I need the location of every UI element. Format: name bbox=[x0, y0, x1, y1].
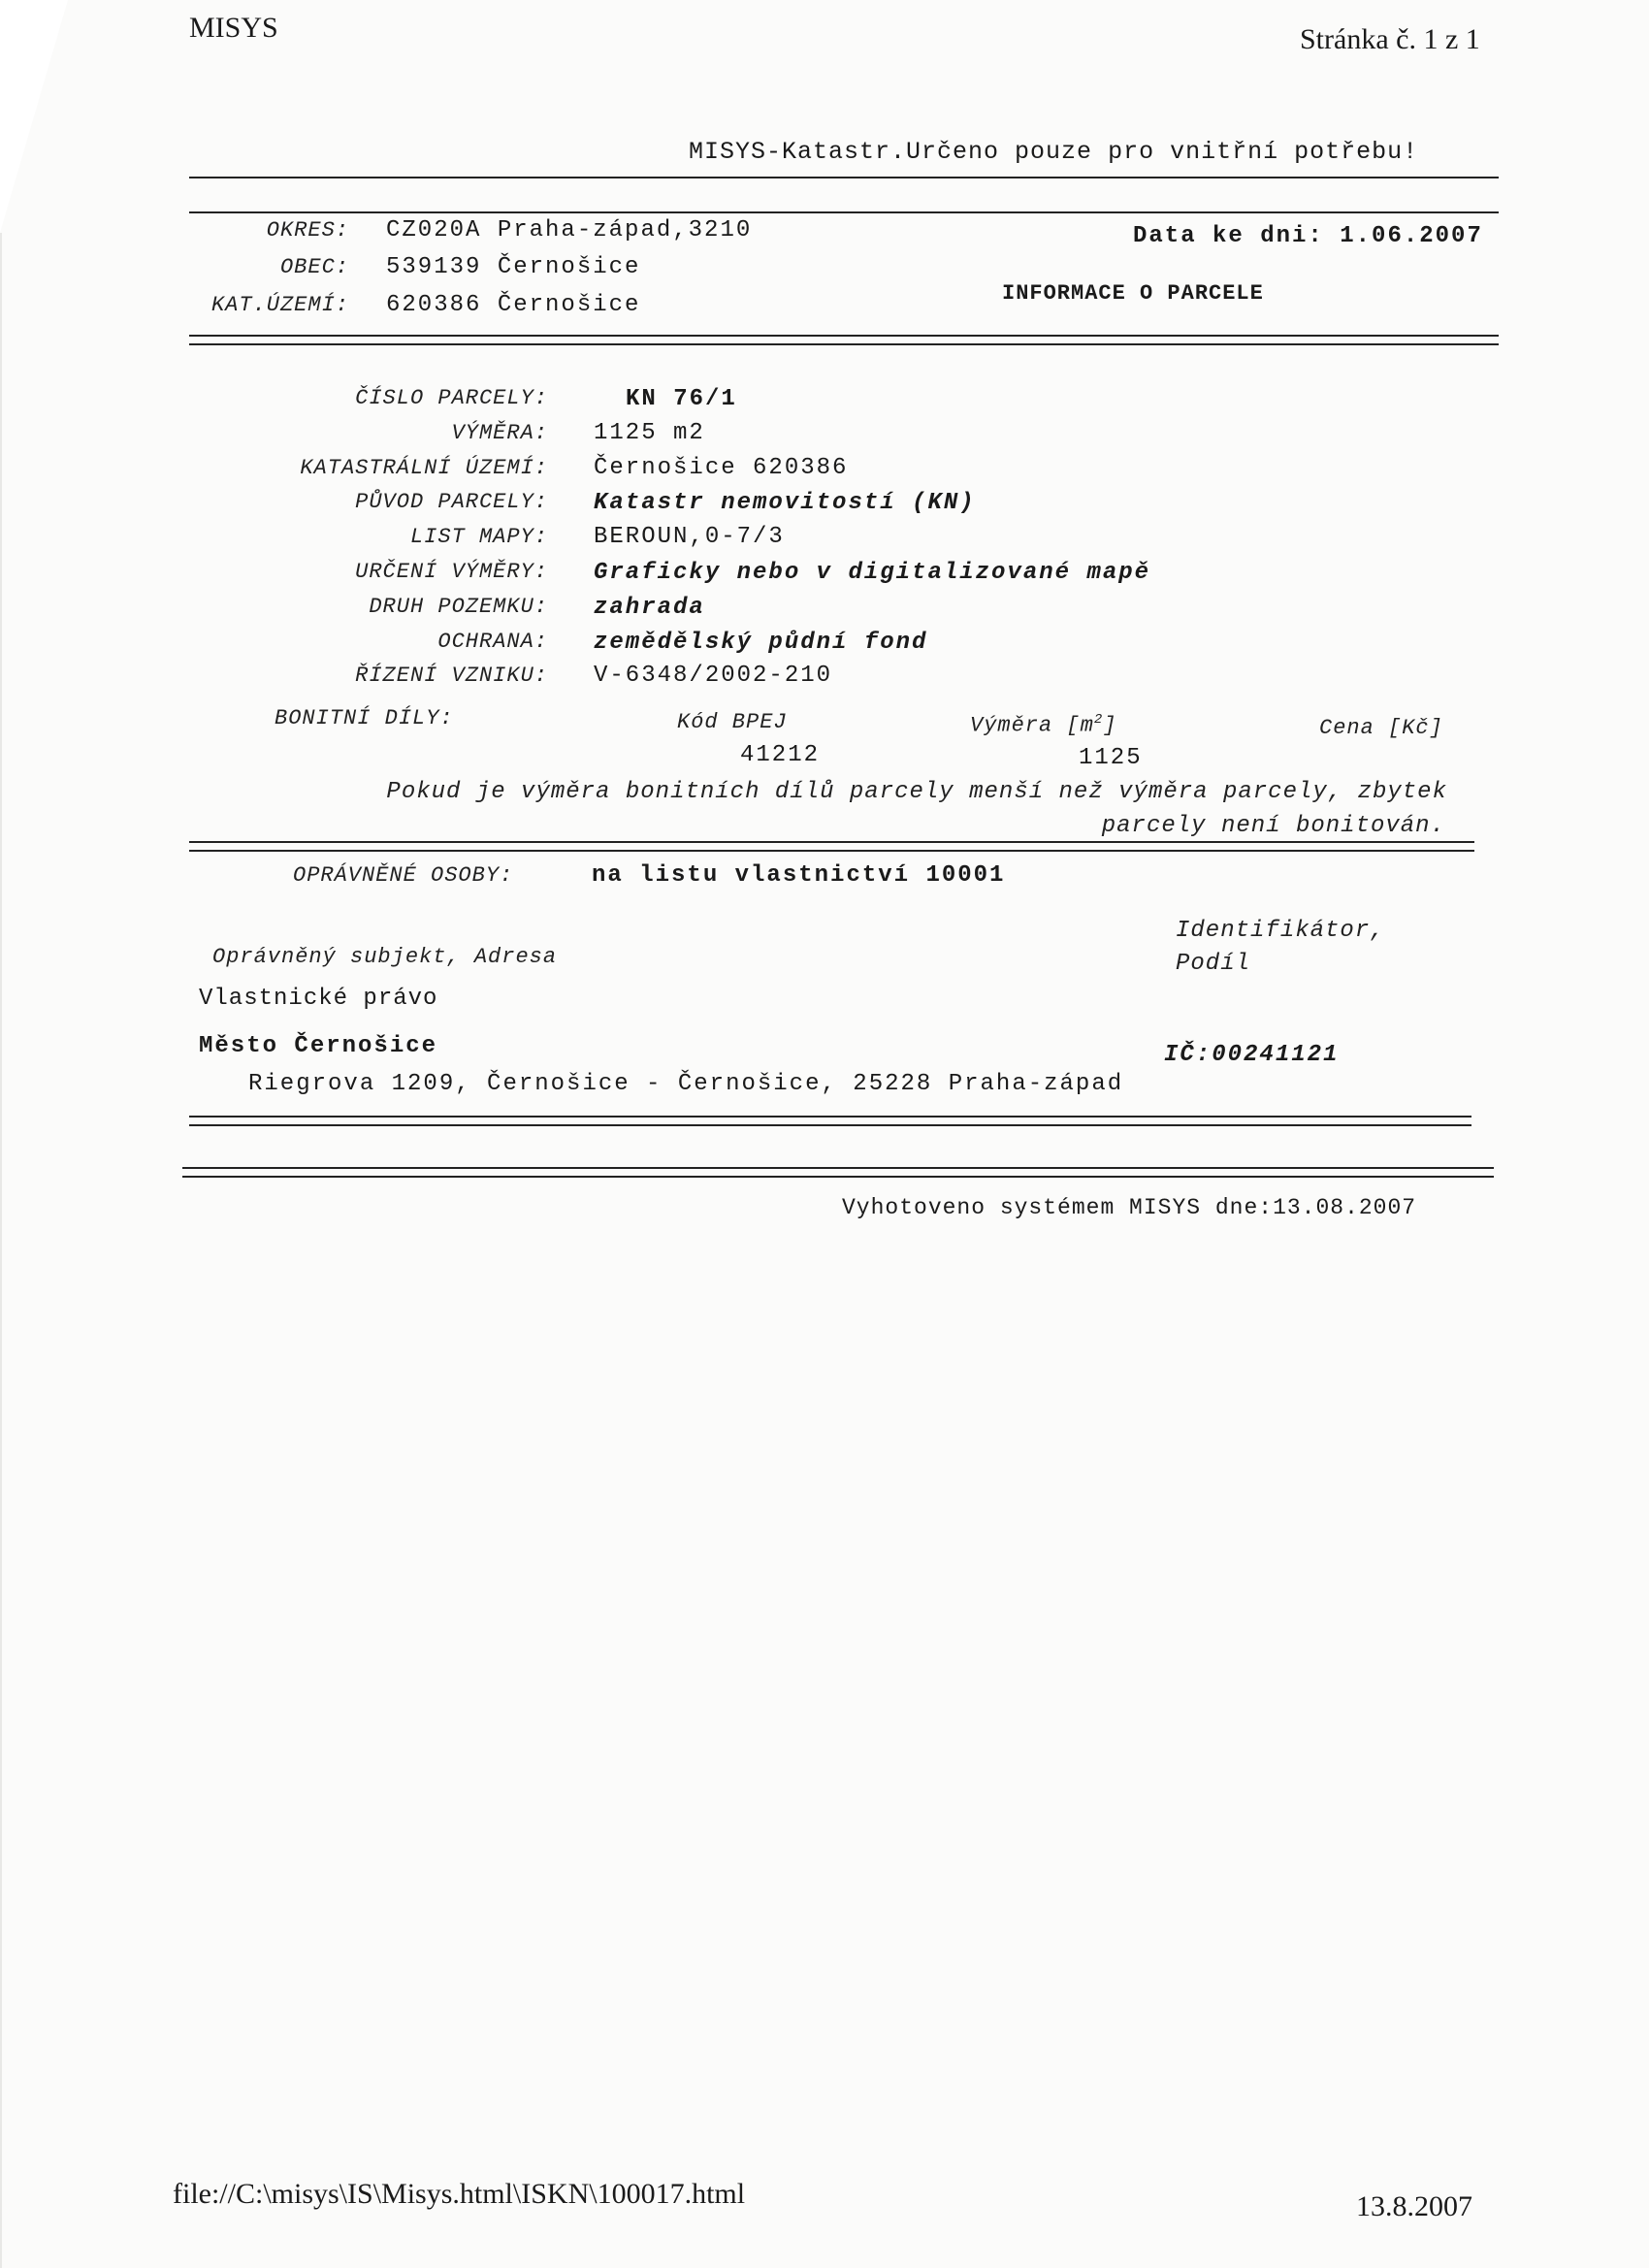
file-path: file://C:\misys\IS\Misys.html\ISKN\100017.html bbox=[173, 2178, 746, 2210]
owner-address: Riegrova 1209, Černošice - Černošice, 25228 Praha-západ bbox=[248, 1071, 1124, 1097]
print-date: 13.8.2007 bbox=[1356, 2190, 1472, 2222]
price-header: Cena [Kč] bbox=[1319, 716, 1443, 740]
closing-rule bbox=[182, 1167, 1494, 1178]
map-sheet-label: LIST MAPY: bbox=[409, 525, 548, 549]
land-type-label: DRUH POZEMKU: bbox=[369, 595, 548, 619]
land-type-value: zahrada bbox=[594, 595, 705, 621]
bonit-note-line2: parcely není bonitován. bbox=[1101, 813, 1445, 839]
owners-label: OPRÁVNĚNÉ OSOBY: bbox=[293, 863, 514, 888]
owner-name: Město Černošice bbox=[199, 1033, 438, 1059]
okres-value: CZ020A Praha-západ,3210 bbox=[386, 217, 753, 243]
kat-uzemi-value: 620386 Černošice bbox=[386, 292, 641, 318]
area-value: 1125 m2 bbox=[594, 420, 705, 446]
generated-by: Vyhotoveno systémem MISYS dne:13.08.2007 bbox=[842, 1195, 1417, 1220]
info-bottom-rule bbox=[189, 335, 1499, 345]
owners-value: na listu vlastnictví 10001 bbox=[592, 862, 1006, 889]
parcel-origin-label: PŮVOD PARCELY: bbox=[355, 490, 548, 514]
parcel-number-label: ČÍSLO PARCELY: bbox=[355, 386, 548, 410]
origin-proceeding-label: ŘÍZENÍ VZNIKU: bbox=[355, 664, 548, 688]
cadastral-area-value: Černošice 620386 bbox=[594, 455, 849, 481]
cadastral-area-label: KATASTRÁLNÍ ÚZEMÍ: bbox=[300, 456, 548, 480]
bonit-note-line1: Pokud je výměra bonitních dílů parcely menší než výměra parcely, zbytek bbox=[386, 779, 1447, 805]
page-edge bbox=[0, 233, 2, 2268]
origin-proceeding-value: V-6348/2002-210 bbox=[594, 663, 833, 689]
owners-bottom-rule bbox=[189, 1116, 1471, 1126]
bpej-code-value: 41212 bbox=[740, 742, 821, 768]
map-sheet-value: BEROUN,0-7/3 bbox=[594, 524, 785, 550]
right-type: Vlastnické právo bbox=[199, 986, 438, 1012]
area-label: VÝMĚRA: bbox=[451, 421, 548, 445]
data-date: Data ke dni: 1.06.2007 bbox=[1133, 223, 1483, 249]
obec-label: OBEC: bbox=[279, 255, 349, 279]
owner-identifier: IČ:00241121 bbox=[1164, 1042, 1340, 1068]
protection-value: zemědělský půdní fond bbox=[594, 630, 928, 656]
bonit-label: BONITNÍ DÍLY: bbox=[275, 706, 454, 730]
parcel-origin-value: Katastr nemovitostí (KN) bbox=[594, 490, 976, 516]
bonit-bottom-rule bbox=[189, 841, 1474, 852]
subject-column-header: Oprávněný subjekt, Adresa bbox=[212, 945, 558, 969]
okres-label: OKRES: bbox=[266, 218, 349, 243]
page-number: Stránka č. 1 z 1 bbox=[1300, 23, 1480, 55]
kat-uzemi-label: KAT.ÚZEMÍ: bbox=[210, 293, 349, 317]
internal-use-notice: MISYS-Katastr.Určeno pouze pro vnitřní potřebu! bbox=[689, 138, 1419, 166]
document-title: INFORMACE O PARCELE bbox=[1002, 281, 1264, 306]
header-rule bbox=[189, 177, 1499, 178]
parcel-number-value: KN 76/1 bbox=[626, 386, 737, 412]
folded-corner bbox=[0, 0, 68, 233]
bonit-area-header: Výměra $[m^2]$ bbox=[970, 712, 1117, 738]
obec-value: 539139 Černošice bbox=[386, 254, 641, 280]
area-determination-label: URČENÍ VÝMĚRY: bbox=[355, 560, 548, 584]
area-determination-value: Graficky nebo v digitalizované mapě bbox=[594, 560, 1151, 586]
bonit-area-value: 1125 bbox=[1079, 745, 1143, 771]
app-name: MISYS bbox=[189, 12, 278, 44]
bpej-code-header: Kód BPEJ bbox=[677, 710, 788, 734]
info-top-rule bbox=[189, 211, 1499, 213]
identifier-header-line1: Identifikátor, bbox=[1176, 918, 1385, 944]
identifier-header-line2: Podíl bbox=[1176, 951, 1251, 977]
protection-label: OCHRANA: bbox=[437, 630, 548, 654]
